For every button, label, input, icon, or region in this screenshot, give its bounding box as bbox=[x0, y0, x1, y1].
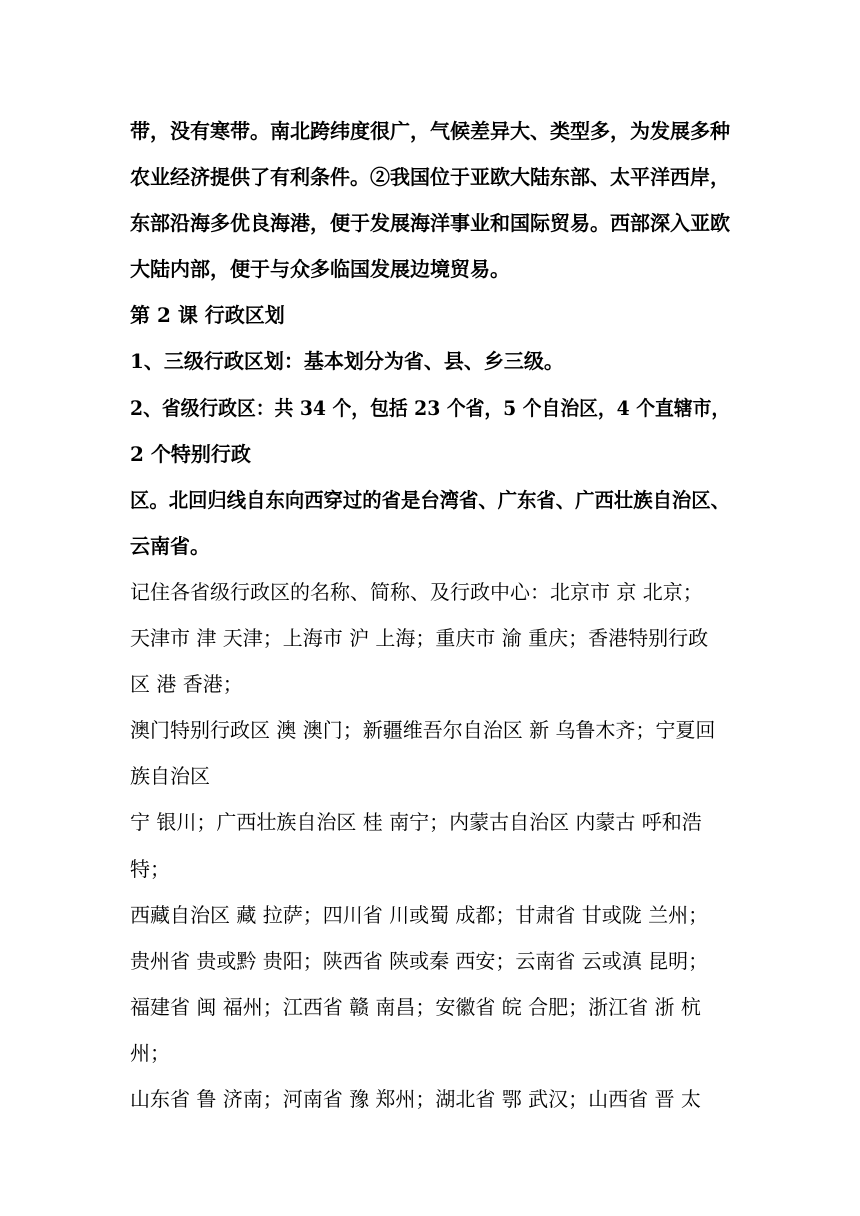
text-line: 2 个特别行政 bbox=[130, 441, 251, 466]
text-line: 2、省级行政区：共 34 个，包括 23 个省，5 个自治区，4 个直辖市， bbox=[130, 395, 731, 420]
text-line: 大陆内部，便于与众多临国发展边境贸易。 bbox=[130, 257, 510, 282]
text-line: 澳门特别行政区 澳 澳门；新疆维吾尔自治区 新 乌鲁木齐；宁夏回 bbox=[130, 718, 716, 743]
text-line: 东部沿海多优良海港，便于发展海洋事业和国际贸易。西部深入亚欧 bbox=[130, 211, 730, 236]
text-line: 记住各省级行政区的名称、简称、及行政中心：北京市 京 北京； bbox=[130, 579, 703, 604]
text-line: 云南省。 bbox=[130, 533, 210, 558]
text-line: 贵州省 贵或黔 贵阳；陕西省 陕或秦 西安；云南省 云或滇 昆明； bbox=[130, 948, 709, 973]
text-line: 农业经济提供了有利条件。②我国位于亚欧大陆东部、太平洋西岸， bbox=[130, 165, 730, 190]
text-line: 天津市 津 天津；上海市 沪 上海；重庆市 渝 重庆；香港特别行政 bbox=[130, 626, 709, 651]
text-line: 福建省 闽 福州；江西省 赣 南昌；安徽省 皖 合肥；浙江省 浙 杭 bbox=[130, 994, 701, 1019]
text-line: 第 2 课 行政区划 bbox=[130, 303, 285, 328]
text-line: 区。北回归线自东向西穿过的省是台湾省、广东省、广西壮族自治区、 bbox=[130, 487, 730, 512]
text-line: 宁 银川；广西壮族自治区 桂 南宁；内蒙古自治区 内蒙古 呼和浩 bbox=[130, 810, 702, 835]
text-line: 区 港 香港； bbox=[130, 672, 243, 697]
text-line: 西藏自治区 藏 拉萨；四川省 川或蜀 成都；甘肃省 甘或陇 兰州； bbox=[130, 902, 709, 927]
text-line: 州； bbox=[130, 1040, 170, 1065]
text-line: 族自治区 bbox=[130, 764, 210, 789]
text-line: 特； bbox=[130, 856, 170, 881]
text-line: 1、三级行政区划：基本划分为省、县、乡三级。 bbox=[130, 349, 564, 374]
text-line: 山东省 鲁 济南；河南省 豫 郑州；湖北省 鄂 武汉；山西省 晋 太 bbox=[130, 1086, 701, 1111]
document-body bbox=[130, 108, 730, 1122]
text-line: 带，没有寒带。南北跨纬度很广，气候差异大、类型多，为发展多种 bbox=[130, 119, 730, 143]
